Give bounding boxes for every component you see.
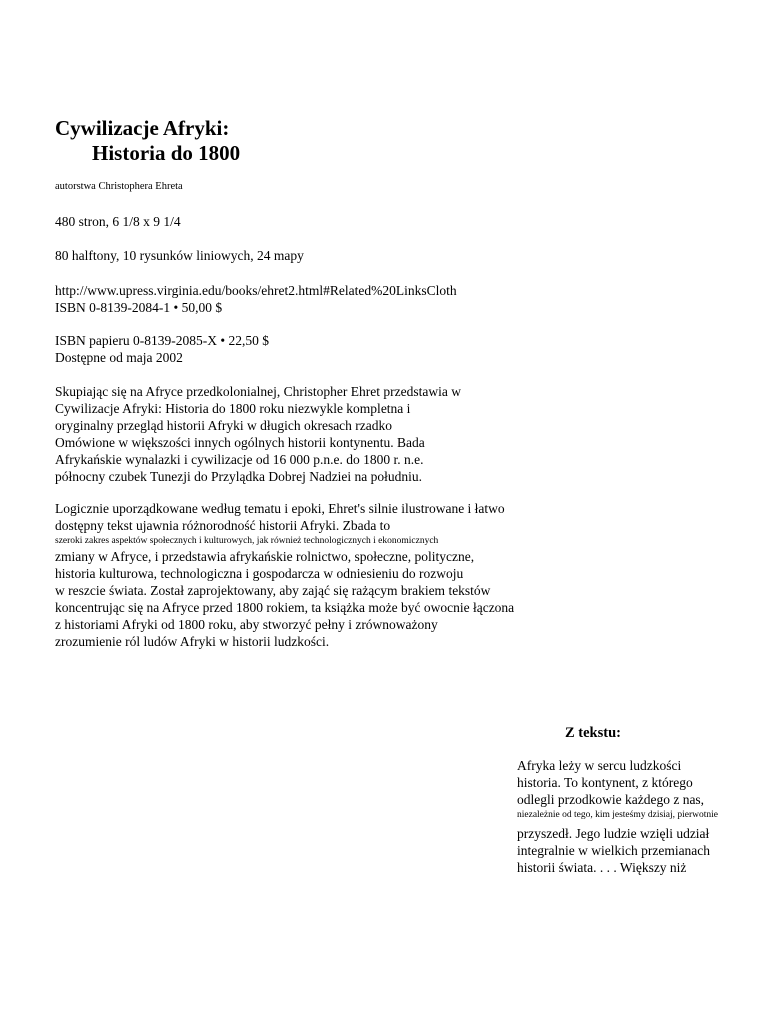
paragraph-line: Afrykańskie wynalazki i cywilizacje od 16 000 p.n.e. do 1800 r. n.e. bbox=[55, 452, 424, 467]
excerpt-line: integralnie w wielkich przemianach bbox=[517, 843, 711, 858]
paragraph-line: historia kulturowa, technologiczna i gospodarcza w odniesieniu do rozwoju bbox=[55, 566, 464, 581]
description-paragraph-1 bbox=[55, 383, 461, 485]
isbn-cloth: ISBN 0-8139-2084-1 • 50,00 $ bbox=[55, 300, 223, 315]
source-url: http://www.upress.virginia.edu/books/ehret2.html#Related%20LinksCloth bbox=[55, 283, 457, 298]
paragraph-line: z historiami Afryki od 1800 roku, aby stworzyć pełny i zrównoważony bbox=[55, 617, 438, 632]
excerpt-text bbox=[517, 757, 718, 876]
page-count: 480 stron, 6 1/8 x 9 1/4 bbox=[55, 214, 181, 229]
paragraph-line: oryginalny przegląd historii Afryki w długich okresach rzadko bbox=[55, 418, 393, 433]
paragraph-line: dostępny tekst ujawnia różnorodność historii Afryki. Zbada to bbox=[55, 518, 391, 533]
paragraph-line: koncentrując się na Afryce przed 1800 rokiem, ta książka może być owocnie łączona bbox=[55, 600, 515, 615]
availability: Dostępne od maja 2002 bbox=[55, 350, 183, 365]
isbn-paper: ISBN papieru 0-8139-2085-X • 22,50 $ bbox=[55, 333, 269, 348]
excerpt-line: niezależnie od tego, kim jesteśmy dzisiaj, pierwotnie bbox=[517, 810, 719, 820]
book-title: Cywilizacje Afryki: bbox=[55, 116, 230, 140]
illustrations-info: 80 halftony, 10 rysunków liniowych, 24 mapy bbox=[55, 248, 304, 263]
paragraph-line: Logicznie uporządkowane według tematu i epoki, Ehret's silnie ilustrowane i łatwo bbox=[55, 501, 505, 516]
excerpt-line: historia. To kontynent, z którego bbox=[517, 775, 693, 790]
description-paragraph-2 bbox=[55, 500, 514, 650]
paragraph-line: zmiany w Afryce, i przedstawia afrykańskie rolnictwo, społeczne, polityczne, bbox=[55, 549, 475, 564]
excerpt-line: Afryka leży w sercu ludzkości bbox=[517, 758, 682, 773]
excerpt-heading: Z tekstu: bbox=[565, 725, 621, 741]
paragraph-line: zrozumienie ról ludów Afryki w historii ludzkości. bbox=[55, 634, 330, 649]
paragraph-line: w reszcie świata. Został zaprojektowany, aby zająć się rażącym brakiem tekstów bbox=[55, 583, 491, 598]
excerpt-line: przyszedł. Jego ludzie wzięli udział bbox=[517, 826, 710, 841]
paragraph-line: Skupiając się na Afryce przedkolonialnej, Christopher Ehret przedstawia w bbox=[55, 384, 461, 399]
paragraph-line: północny czubek Tunezji do Przylądka Dobrej Nadziei na południu. bbox=[55, 469, 423, 484]
book-subtitle: Historia do 1800 bbox=[92, 141, 241, 165]
paragraph-line: Omówione w większości innych ogólnych historii kontynentu. Bada bbox=[55, 435, 425, 450]
author-line: autorstwa Christophera Ehreta bbox=[55, 181, 183, 192]
excerpt-line: odlegli przodkowie każdego z nas, bbox=[517, 792, 705, 807]
excerpt-line: historii świata. . . . Większy niż bbox=[517, 860, 687, 875]
paragraph-line: Cywilizacje Afryki: Historia do 1800 roku niezwykle kompletna i bbox=[55, 401, 411, 416]
paragraph-line: szeroki zakres aspektów społecznych i kulturowych, jak również technologicznych i ekonomicznych bbox=[55, 536, 439, 546]
